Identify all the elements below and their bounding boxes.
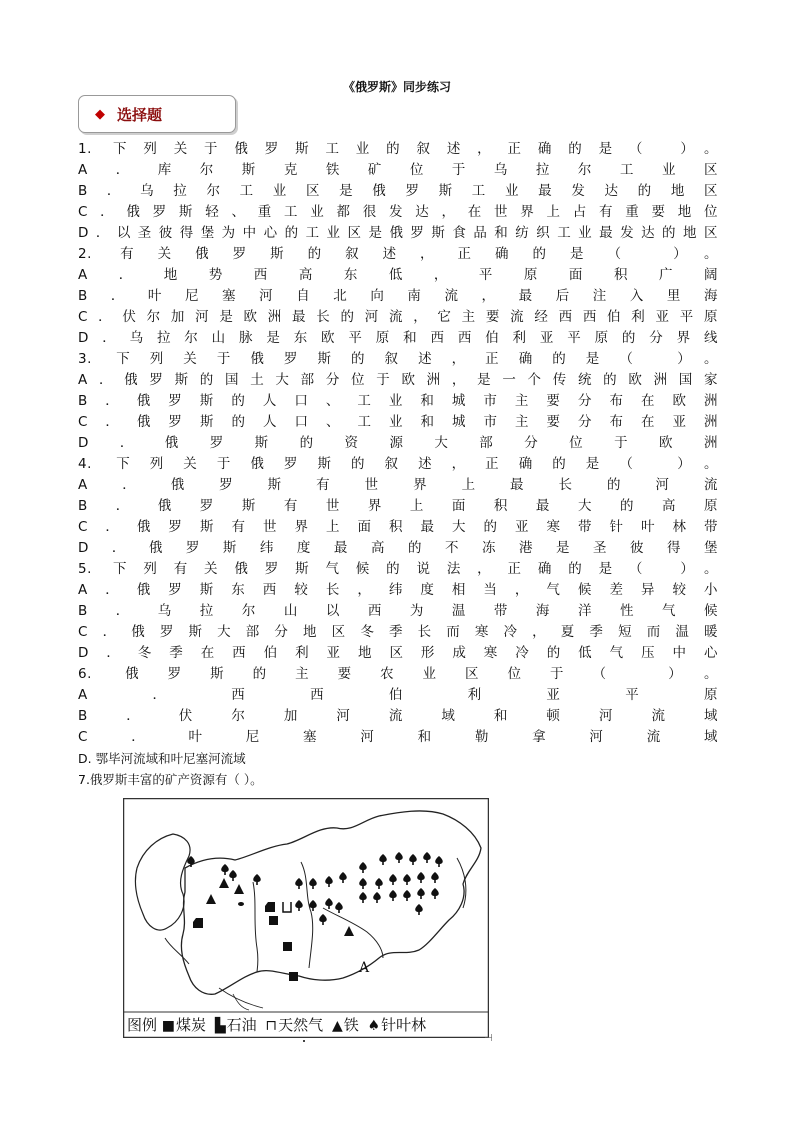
option-line: C．俄罗斯大部分地区冬季长而寒冷，夏季短而温暖 (78, 624, 718, 640)
legend-item-iron (332, 1012, 359, 1039)
legend-label: 石油 (226, 1016, 257, 1034)
legend-label: 针叶林 (381, 1016, 427, 1034)
option-line: C．俄罗斯有世界上面积最大的亚寒带针叶林带 (78, 519, 718, 535)
map-legend (123, 1012, 489, 1038)
option-line: C．叶尼塞河和勒拿河流域 (78, 729, 718, 745)
legend-title: 图例 (127, 1016, 158, 1034)
coal-icon: ■ (161, 1018, 176, 1034)
option-line: D．冬季在西伯利亚地区形成寒冷的低气压中心 (78, 645, 718, 661)
legend-item-oil (215, 1012, 257, 1039)
option-line: D．以圣彼得堡为中心的工业区是俄罗斯食品和纺织工业最发达的地区 (78, 225, 718, 241)
option-line: A．地势西高东低，平原面积广阔 (78, 267, 718, 283)
option-line: A．俄罗斯东西较长，纬度相当，气候差异较小 (78, 582, 718, 598)
question-line: 2. 有关俄罗斯的叙述，正确的是（ ）。 (78, 246, 718, 262)
option-line: D. 鄂毕河流域和叶尼塞河流域 (78, 751, 246, 766)
iron-icon: ▲ (331, 1018, 343, 1034)
legend-label: 铁 (343, 1016, 359, 1034)
edge-mark-icon: ⊣ (484, 1033, 493, 1044)
question-line: 1. 下列关于俄罗斯工业的叙述，正确的是（ ）。 (78, 141, 718, 157)
forest-icon: ♠ (367, 1018, 381, 1034)
question-line: 3. 下列关于俄罗斯的叙述，正确的是（ ）。 (78, 351, 718, 367)
section-label: 选择题 (117, 106, 163, 124)
option-line: B．伏尔加河流域和顿河流域 (78, 708, 718, 724)
option-line: B．俄罗斯有世界上面积最大的高原 (78, 498, 718, 514)
map-drawing (123, 798, 489, 1038)
question-line: 6. 俄罗斯的主要农业区位于（ ）。 (78, 666, 718, 682)
option-line: A．俄罗斯的国土大部分位于欧洲，是一个传统的欧洲国家 (78, 372, 718, 388)
option-line: D．俄罗斯的资源大部分位于欧洲 (78, 435, 718, 451)
option-line: A．库尔斯克铁矿位于乌拉尔工业区 (78, 162, 718, 178)
question-line: 7.俄罗斯丰富的矿产资源有（ ）。 (78, 772, 263, 787)
option-line: A．俄罗斯有世界上最长的河流 (78, 477, 718, 493)
legend-item-forest (368, 1012, 427, 1039)
russia-resource-map (123, 798, 489, 1038)
option-line: B．俄罗斯的人口、工业和城市主要分布在欧洲 (78, 393, 718, 409)
option-line: B．乌拉尔山以西为温带海洋性气候 (78, 603, 718, 619)
legend-label: 煤炭 (176, 1016, 207, 1034)
decorative-dot (303, 1040, 305, 1042)
legend-label: 天然气 (278, 1016, 324, 1034)
option-line: B．乌拉尔工业区是俄罗斯工业最发达的地区 (78, 183, 718, 199)
option-line: A．西西伯利亚平原 (78, 687, 718, 703)
legend-item-gas (265, 1012, 323, 1039)
option-line: C．俄罗斯轻、重工业都很发达，在世界上占有重要地位 (78, 204, 718, 220)
section-header (78, 95, 236, 133)
gas-icon: ⊓ (265, 1018, 278, 1034)
option-line: D．乌拉尔山脉是东欧平原和西西伯利亚平原的分界线 (78, 330, 718, 346)
oil-icon: ▙ (214, 1018, 226, 1034)
diamond-icon: ◆ (95, 107, 105, 122)
option-line: C．伏尔加河是欧洲最长的河流，它主要流经西西伯利亚平原 (78, 309, 718, 325)
question-line: 4. 下列关于俄罗斯的叙述，正确的是（ ）。 (78, 456, 718, 472)
option-line: B．叶尼塞河自北向南流，最后注入里海 (78, 288, 718, 304)
page-title: 《俄罗斯》同步练习 (342, 80, 451, 94)
question-line: 5. 下列有关俄罗斯气候的说法，正确的是（ ）。 (78, 561, 718, 577)
option-line: D．俄罗斯纬度最高的不冻港是圣彼得堡 (78, 540, 718, 556)
option-line: C．俄罗斯的人口、工业和城市主要分布在亚洲 (78, 414, 718, 430)
question-list (78, 139, 718, 790)
legend-item-coal (162, 1012, 206, 1039)
map-label-a: A (359, 960, 370, 976)
